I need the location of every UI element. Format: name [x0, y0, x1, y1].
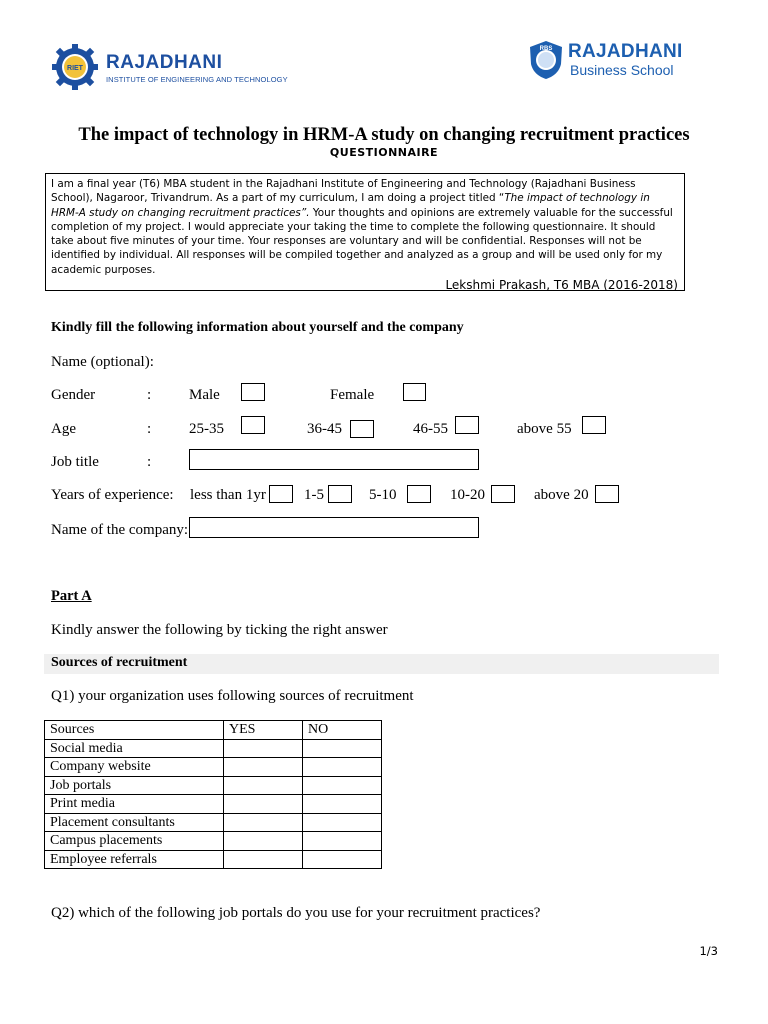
svg-text:RIET: RIET	[67, 65, 83, 72]
age-above-55-label: above 55	[517, 421, 572, 437]
left-logo-title: RAJADHANI	[106, 52, 223, 73]
yes-cell[interactable]	[224, 758, 303, 777]
right-logo-subtitle: Business School	[570, 62, 674, 78]
page-number: 1/3	[699, 944, 718, 958]
age-46-55-label: 46-55	[413, 421, 448, 437]
exp-5-10-checkbox[interactable]	[407, 485, 431, 503]
age-36-45-checkbox[interactable]	[350, 420, 374, 438]
table-row	[45, 850, 382, 869]
no-cell[interactable]	[303, 776, 382, 795]
company-label: Name of the company:	[51, 522, 189, 538]
job-title-label: Job title	[51, 454, 99, 470]
gender-male-checkbox[interactable]	[241, 383, 265, 401]
header-yes: YES	[224, 721, 303, 740]
gender-female-checkbox[interactable]	[403, 383, 426, 401]
no-cell[interactable]	[303, 813, 382, 832]
exp-10-20-checkbox[interactable]	[491, 485, 515, 503]
exp-5-10-label: 5-10	[369, 487, 397, 503]
source-name: Print media	[45, 795, 224, 814]
questionnaire-subtitle: QUESTIONNAIRE	[329, 146, 439, 159]
gender-colon: :	[147, 387, 152, 403]
age-25-35-label: 25-35	[189, 421, 224, 437]
exp-1-5-label: 1-5	[304, 487, 324, 503]
info-heading: Kindly fill the following information about yourself and the company	[51, 320, 464, 335]
q1-text: Q1) your organization uses following sources of recruitment	[51, 688, 414, 704]
source-name: Placement consultants	[45, 813, 224, 832]
exp-10-20-label: 10-20	[450, 487, 485, 503]
company-name-field[interactable]	[189, 517, 479, 538]
sources-table	[44, 720, 382, 869]
age-above-55-checkbox[interactable]	[582, 416, 606, 434]
table-row	[45, 739, 382, 758]
yes-cell[interactable]	[224, 850, 303, 869]
name-label: Name (optional):	[51, 354, 154, 370]
source-name: Campus placements	[45, 832, 224, 851]
table-header-row	[45, 721, 382, 740]
job-title-field[interactable]	[189, 449, 479, 470]
left-logo-subtitle: INSTITUTE OF ENGINEERING AND TECHNOLOGY	[106, 75, 288, 84]
table-row	[45, 776, 382, 795]
exp-1-5-checkbox[interactable]	[328, 485, 352, 503]
gender-female-label: Female	[330, 387, 375, 403]
left-logo	[52, 44, 292, 92]
table-row	[45, 813, 382, 832]
no-cell[interactable]	[303, 758, 382, 777]
job-title-colon: :	[147, 454, 152, 470]
gear-emblem-icon	[52, 44, 98, 90]
gender-male-label: Male	[189, 387, 220, 403]
source-name: Social media	[45, 739, 224, 758]
source-name: Job portals	[45, 776, 224, 795]
no-cell[interactable]	[303, 832, 382, 851]
source-name: Employee referrals	[45, 850, 224, 869]
yes-cell[interactable]	[224, 739, 303, 758]
part-a-heading: Part A	[51, 588, 92, 604]
header-sources: Sources	[45, 721, 224, 740]
yes-cell[interactable]	[224, 832, 303, 851]
yes-cell[interactable]	[224, 813, 303, 832]
exp-less-than-1yr-checkbox[interactable]	[269, 485, 293, 503]
no-cell[interactable]	[303, 850, 382, 869]
intro-box	[45, 173, 685, 291]
age-36-45-label: 36-45	[307, 421, 342, 437]
yes-cell[interactable]	[224, 776, 303, 795]
table-row	[45, 795, 382, 814]
yes-cell[interactable]	[224, 795, 303, 814]
svg-text:RBS: RBS	[539, 46, 553, 52]
school-emblem-icon	[528, 40, 564, 80]
q2-text: Q2) which of the following job portals do you use for your recruitment practices?	[51, 905, 541, 921]
source-name: Company website	[45, 758, 224, 777]
right-logo-title: RAJADHANI	[568, 41, 683, 62]
right-logo	[528, 38, 688, 82]
sources-heading: Sources of recruitment	[51, 655, 188, 670]
age-25-35-checkbox[interactable]	[241, 416, 265, 434]
age-colon: :	[147, 421, 152, 437]
signature: Lekshmi Prakash, T6 MBA (2016-2018)	[445, 278, 678, 293]
exp-above-20-checkbox[interactable]	[595, 485, 619, 503]
table-row	[45, 758, 382, 777]
gender-label: Gender	[51, 387, 96, 403]
exp-above-20-label: above 20	[534, 487, 589, 503]
age-46-55-checkbox[interactable]	[455, 416, 479, 434]
table-row	[45, 832, 382, 851]
experience-label: Years of experience:	[51, 487, 174, 503]
header-no: NO	[303, 721, 382, 740]
age-label: Age	[51, 421, 76, 437]
intro-text: I am a final year (T6) MBA student in the Rajadhani Institute of Engineering and Technology (Rajadhani Business School), Nagaroor, Trivandrum. As a part of my curriculum, I am doing a project titled “The impact of technology in HRM-A study on changing recruitment practices”. Your thoughts and opinions are extremely valuable for the successful completion of my project. I would appreciate your taking the time to complete the following questionnaire. It should take about five minutes of your time. Your responses are voluntary and will be confidential. Responses will not be identified by individual. All responses will be compiled together and analyzed as a group and will be used only for my academic purposes.	[51, 178, 673, 276]
document-title: The impact of technology in HRM-A study on changing recruitment practices	[78, 125, 690, 145]
part-a-instruction: Kindly answer the following by ticking the right answer	[51, 622, 388, 638]
no-cell[interactable]	[303, 795, 382, 814]
no-cell[interactable]	[303, 739, 382, 758]
exp-less-than-1yr-label: less than 1yr	[190, 487, 266, 503]
